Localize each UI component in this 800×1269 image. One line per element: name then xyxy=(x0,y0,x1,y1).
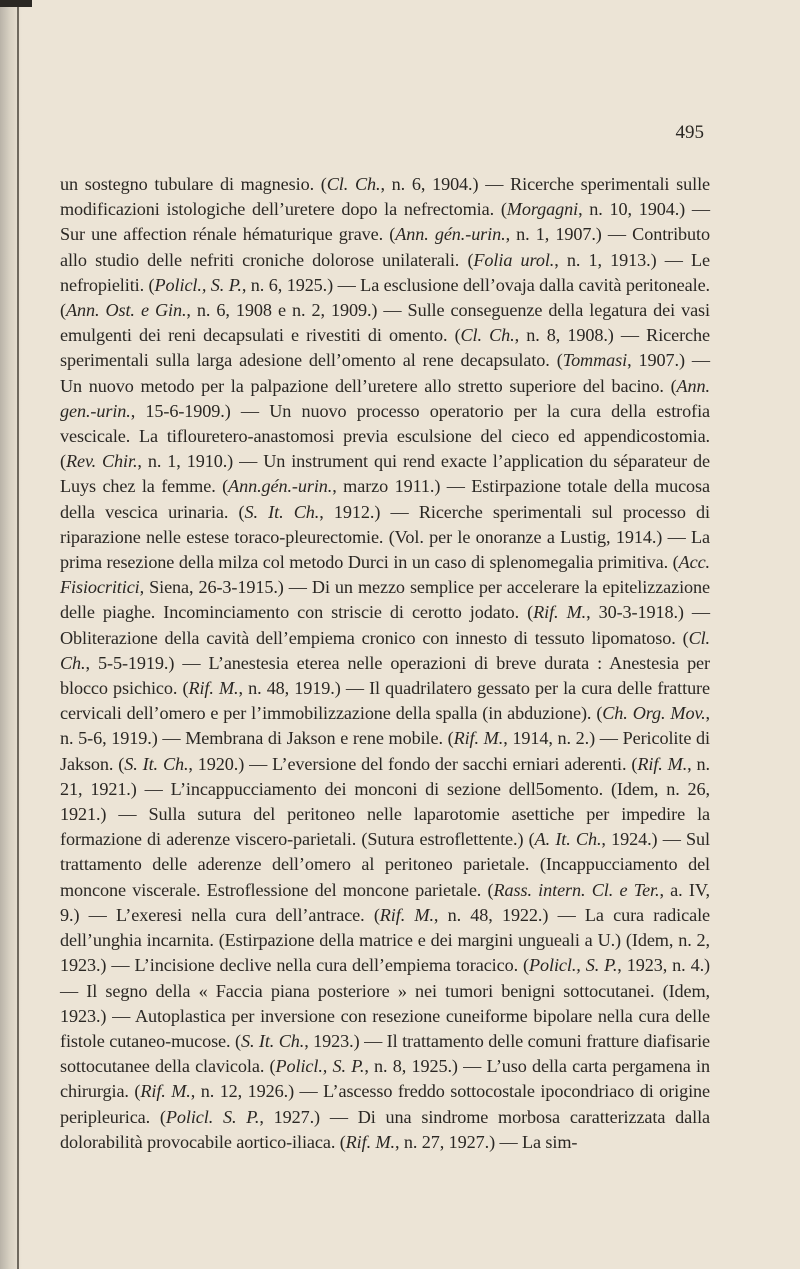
journal-citation: Policl., S. P. xyxy=(154,274,242,295)
journal-citation: Rif. M. xyxy=(637,753,688,774)
journal-citation: Rif. M. xyxy=(140,1081,191,1102)
text-run: , n. 48, 1922.) — La cura radicale dell’unghia incarnita. (Estirpazione della matrice e dei margini ungueali a U.) (Idem, n. 2, 1923.) — L’incisione declive nella cura dell’empiema toracico. ( xyxy=(60,904,711,976)
text-run: , 1923.) — Il trattamento delle comuni fratture diafisarie sottocutanee della clavicola. ( xyxy=(60,1030,710,1077)
journal-citation: Rif. M. xyxy=(188,678,239,699)
text-run: , marzo 1911.) — Estirpazione totale della mucosa della vescica urinaria. ( xyxy=(60,476,710,522)
text-run: , n. 48, 1919.) — Il quadrilatero gessato per la cura delle fratture cervicali dell’omero e per l’immobilizzazione della spalla (in abduzione). ( xyxy=(60,678,710,724)
text-run: , 1923, n. 4.) — Il segno della « Faccia piana posteriore » nei tumori benigni sottocutanei. (Idem, 1923.) — Autoplastica per inversione con resezione cuneiforme bipolare nella cura delle fistole cutaneo-mucose. ( xyxy=(60,955,710,1051)
journal-citation: Rass. intern. Cl. e Ter. xyxy=(493,879,660,900)
journal-citation: Cl. Ch. xyxy=(460,325,515,346)
bibliography-paragraph xyxy=(60,172,710,1155)
text-run: , 1920.) — L’eversione del fondo der sacchi erniari aderenti. ( xyxy=(188,753,638,774)
journal-citation: Ann. Ost. e Gin. xyxy=(65,300,187,321)
text-run: , 1914, n. 2.) — Pericolite di Jakson. ( xyxy=(60,728,710,774)
journal-citation: Policl. S. P. xyxy=(165,1106,260,1127)
text-run: , n. 12, 1926.) — L’ascesso freddo sottocostale ipocondriaco di origine peripleurica. ( xyxy=(60,1081,710,1127)
text-run: , n. 5-6, 1919.) — Membrana di Jakson e rene mobile. ( xyxy=(60,703,710,749)
journal-citation: Rif. M. xyxy=(379,904,434,925)
journal-citation: Tommasi xyxy=(562,350,628,371)
text-run: , n. 21, 1921.) — L’incappucciamento dei monconi di sezione dell5omento. (Idem, n. 26, 1921.) — Sulla sutura del peritoneo nelle laparotomie asettiche per impedire la formazione di aderenze viscero-parietali. (Sutura estroflettente.) ( xyxy=(60,753,710,850)
journal-citation: Cl. Ch. xyxy=(60,627,710,673)
text-run: , n. 6, 1908 e n. 2, 1909.) — Sulle conseguenze della legatura dei vasi emulgenti dei reni decapsulati e rivestiti di omento. ( xyxy=(60,300,710,346)
text-run: , 1912.) — Ricerche sperimentali sul processo di riparazione nelle estese toraco-pleurectomie. (Vol. per le onoranze a Lustig, 1914.) — La prima resezione della milza col metodo Durci in un caso di splenomegalia primitiva. ( xyxy=(60,501,711,573)
text-run: , a. IV, 9.) — L’exeresi nella cura dell’antrace. ( xyxy=(60,879,710,925)
journal-citation: S. It. Ch. xyxy=(244,501,320,522)
text-run: , Siena, 26-3-1915.) — Di un mezzo semplice per accelerare la epitelizzazione delle piaghe. Incominciamento con striscie di cerotto jodato. ( xyxy=(60,577,710,623)
journal-citation: Morgagni xyxy=(506,199,579,220)
journal-citation: Rif. M. xyxy=(345,1131,395,1152)
text-run: , n. 27, 1927.) — La sim- xyxy=(394,1131,578,1152)
journal-citation: Ann. gen.-urin. xyxy=(60,375,710,421)
text-run: , 1907.) — Un nuovo metodo per la palpazione dell’uretere allo stretto superiore del bacino. ( xyxy=(60,350,710,396)
journal-citation: Rif. M. xyxy=(533,602,587,623)
text-run: , n. 8, 1925.) — L’uso della carta pergamena in chirurgia. ( xyxy=(60,1056,710,1102)
text-run: , 15-6-1909.) — Un nuovo processo operatorio per la cura della estrofia vescicale. La tiflouretero-anastomosi previa esculsione del cieco ed appendicostomia. ( xyxy=(60,400,710,472)
journal-citation: Cl. Ch. xyxy=(326,174,381,194)
journal-citation: Folia urol. xyxy=(473,249,555,270)
text-run: , 1924.) — Sul trattamento delle aderenze dell’omero al peritoneo parietale. (Incappucciamento del moncone viscerale. Estroflessione del moncone parietale. ( xyxy=(60,829,710,900)
text-run: , n. 8, 1908.) — Ricerche sperimentali sulla larga adesione dell’omento al rene decapsulato. ( xyxy=(60,325,710,371)
page-number: 495 xyxy=(675,122,704,143)
text-run: , 30-3-1918.) — Obliterazione della cavità dell’empiema cronico con innesto di tessuto lipomatoso. ( xyxy=(60,602,711,648)
journal-citation: Rif. M. xyxy=(453,728,504,749)
corner-mark xyxy=(0,0,32,7)
text-run: , n. 1, 1910.) — Un instrument qui rend exacte l’application du séparateur de Luys chez la femme. ( xyxy=(60,451,710,497)
text-run: , 5-5-1919.) — L’anestesia eterea nelle operazioni di breve durata : Anestesia per blocco psichico. ( xyxy=(60,652,710,699)
journal-citation: Acc. Fisiocritici xyxy=(60,552,710,598)
text-run: , n. 6, 1904.) — Ricerche sperimentali sulle modificazioni istologiche dell’uretere dopo la nefrectomia. ( xyxy=(60,174,711,220)
journal-citation: Ann.gén.-urin. xyxy=(228,476,333,497)
journal-citation: A. It. Ch. xyxy=(534,829,602,850)
text-run: , n. 6, 1925.) — La esclusione dell’ovaja dalla cavità peritoneale. ( xyxy=(60,274,710,321)
journal-citation: Rev. Chir. xyxy=(65,451,138,472)
journal-citation: Ch. Org. Mov. xyxy=(602,703,706,724)
gutter-line xyxy=(17,0,19,1269)
text-run: , 1927.) — Di una sindrome morbosa caratterizzata dalla dolorabilità provocabile aortico-iliaca. ( xyxy=(60,1106,710,1152)
journal-citation: Policl., S. P. xyxy=(529,955,618,976)
text-run: , n. 1, 1907.) — Contributo allo studio delle nefriti croniche dolorose unilaterali. ( xyxy=(60,224,710,270)
journal-citation: Policl., S. P. xyxy=(275,1056,365,1077)
journal-citation: Ann. gén.-urin. xyxy=(395,224,506,245)
journal-citation: S. It. Ch. xyxy=(124,753,189,774)
text-run: un sostegno tubulare di magnesio. ( xyxy=(60,174,327,194)
journal-citation: S. It. Ch. xyxy=(240,1030,305,1051)
text-run: , n. 10, 1904.) — Sur une affection rénale hématurique grave. ( xyxy=(60,199,710,245)
text-run: , n. 1, 1913.) — Le nefropieliti. ( xyxy=(60,249,711,295)
